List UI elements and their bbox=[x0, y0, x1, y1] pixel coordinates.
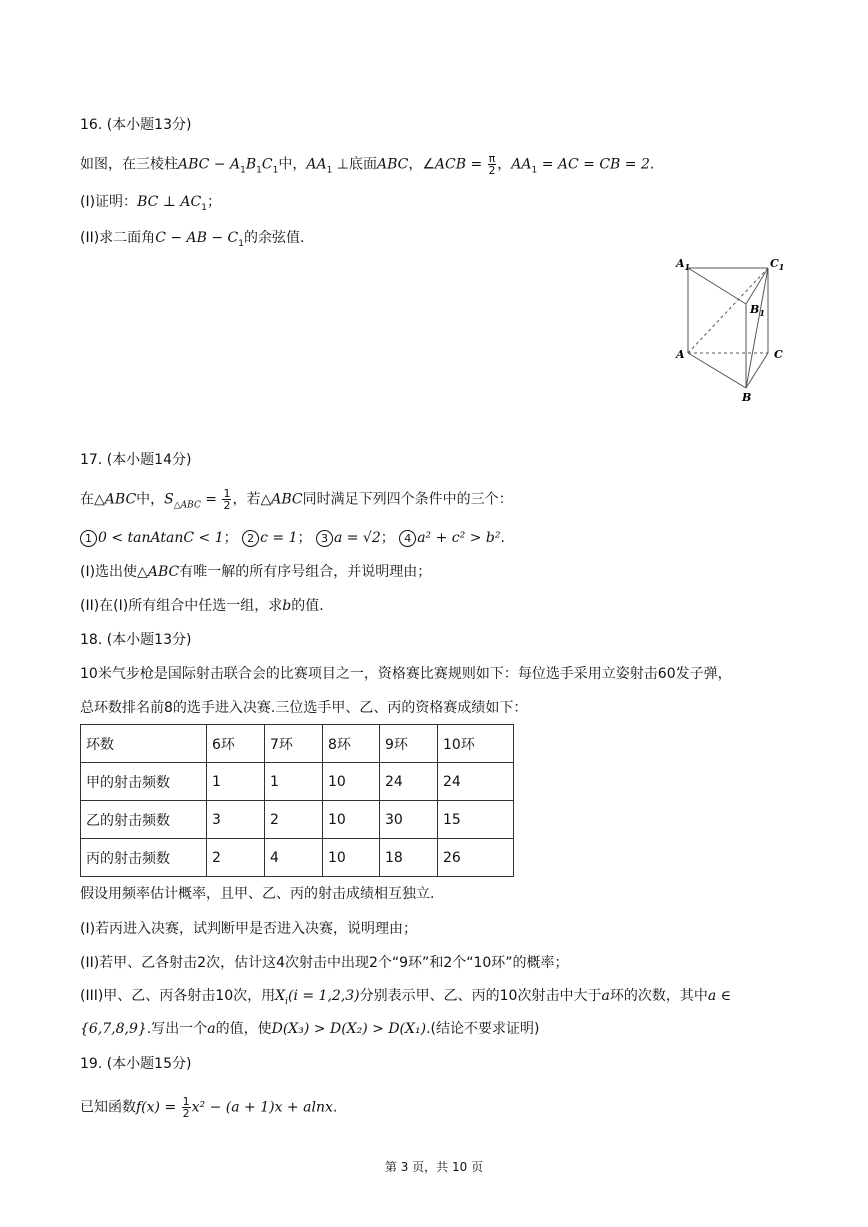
q18-intro-2: 总环数排名前8的选手进入决赛.三位选手甲、乙、丙的资格赛成绩如下： bbox=[80, 700, 528, 716]
q18-part1: (I)若丙进入决赛，试判断甲是否进入决赛，说明理由； bbox=[80, 921, 418, 937]
table-cell: 26 bbox=[438, 839, 514, 877]
table-header-cell: 10环 bbox=[438, 725, 514, 763]
table-cell: 甲的射击频数 bbox=[81, 763, 207, 801]
q16-stem: 如图，在三棱柱ABC − $A_1B_1C_1$中，$AA_1$ ⊥底面ABC，∠ACB = $\frac{\pi}{2}$ ，$AA_1$ = AC = CB = 2. bbox=[80, 152, 655, 177]
one-half: $\frac{1}{2}$ bbox=[223, 487, 231, 512]
q18-assumption: 假设用频率估计概率，且甲、乙、丙的射击成绩相互独立. bbox=[80, 886, 435, 902]
q17-part1: (I)选出使△ABC有唯一解的所有序号组合，并说明理由； bbox=[80, 564, 432, 580]
q17-stem: 在△ABC中，$S_{\triangle ABC}$ = $\frac{1}{2}$ ，若△ABC同时满足下列四个条件中的三个： bbox=[80, 487, 513, 512]
table-cell: 15 bbox=[438, 801, 514, 839]
label-C1: $C_1$ bbox=[770, 257, 785, 272]
table-row bbox=[81, 801, 514, 839]
q18-header: 18. (本小题13分) bbox=[80, 632, 192, 648]
table-cell: 3 bbox=[207, 801, 265, 839]
table-cell: 2 bbox=[265, 801, 323, 839]
table-header-cell: 环数 bbox=[81, 725, 207, 763]
q18-part3-line1: (III)甲、乙、丙各射击10次，用$X_i(i = 1,2,3)$分别表示甲、乙、丙的10次射击中大于a环的次数，其中a ∈ bbox=[80, 988, 731, 1007]
q19-stem: 已知函数f(x) = $\frac{1}{2}$ x² − (a + 1)x + alnx. bbox=[80, 1095, 338, 1120]
table-row bbox=[81, 839, 514, 877]
table-header-row bbox=[81, 725, 514, 763]
table-cell: 4 bbox=[265, 839, 323, 877]
table-header-cell: 7环 bbox=[265, 725, 323, 763]
q18-intro-1: 10米气步枪是国际射击联合会的比赛项目之一，资格赛比赛规则如下：每位选手采用立姿射击60发子弹， bbox=[80, 666, 732, 682]
table-cell: 乙的射击频数 bbox=[81, 801, 207, 839]
table-cell: 1 bbox=[265, 763, 323, 801]
table-cell: 10 bbox=[323, 839, 380, 877]
table-cell: 1 bbox=[207, 763, 265, 801]
label-B1: $B_1$ bbox=[750, 303, 765, 318]
table-cell: 10 bbox=[323, 763, 380, 801]
q17-part2: (II)在(I)所有组合中任选一组，求b的值. bbox=[80, 598, 324, 614]
label-A1: $A_1$ bbox=[676, 257, 691, 272]
label-C: C bbox=[774, 348, 783, 361]
one-half: $\frac{1}{2}$ bbox=[182, 1095, 190, 1120]
label-B: B bbox=[742, 391, 752, 404]
q19-header: 19. (本小题15分) bbox=[80, 1056, 192, 1072]
table-cell: 18 bbox=[380, 839, 438, 877]
q17-header: 17. (本小题14分) bbox=[80, 452, 192, 468]
q16-header: 16. (本小题13分) bbox=[80, 117, 192, 133]
page-footer: 第 3 页，共 10 页 bbox=[384, 1160, 484, 1174]
score-table bbox=[80, 724, 514, 877]
table-cell: 24 bbox=[438, 763, 514, 801]
table-cell: 24 bbox=[380, 763, 438, 801]
q17-conditions: 1 0 < tanAtanC < 1； 2 c = 1； 3 a = √2； 4 a² + c² > b². bbox=[80, 529, 505, 547]
table-cell: 2 bbox=[207, 839, 265, 877]
table-header-cell: 6环 bbox=[207, 725, 265, 763]
label-A: A bbox=[676, 348, 685, 361]
table-header-cell: 9环 bbox=[380, 725, 438, 763]
q16-part1: (I)证明：BC ⊥ $AC_1$； bbox=[80, 194, 221, 213]
table-cell: 丙的射击频数 bbox=[81, 839, 207, 877]
table-cell: 30 bbox=[380, 801, 438, 839]
prism-figure bbox=[670, 252, 790, 404]
table-header-cell: 8环 bbox=[323, 725, 380, 763]
q18-part2: (II)若甲、乙各射击2次，估计这4次射击中出现2个“9环”和2个“10环”的概率； bbox=[80, 955, 569, 971]
table-cell: 10 bbox=[323, 801, 380, 839]
q16-part2: (II)求二面角C − AB − $C_1$的余弦值. bbox=[80, 230, 305, 249]
q18-part3-line2: {6,7,8,9}.写出一个a的值，使D(X₃) > D(X₂) > D(X₁).(结论不要求证明) bbox=[80, 1021, 540, 1037]
table-row bbox=[81, 763, 514, 801]
pi-over-2: $\frac{\pi}{2}$ bbox=[488, 152, 496, 177]
